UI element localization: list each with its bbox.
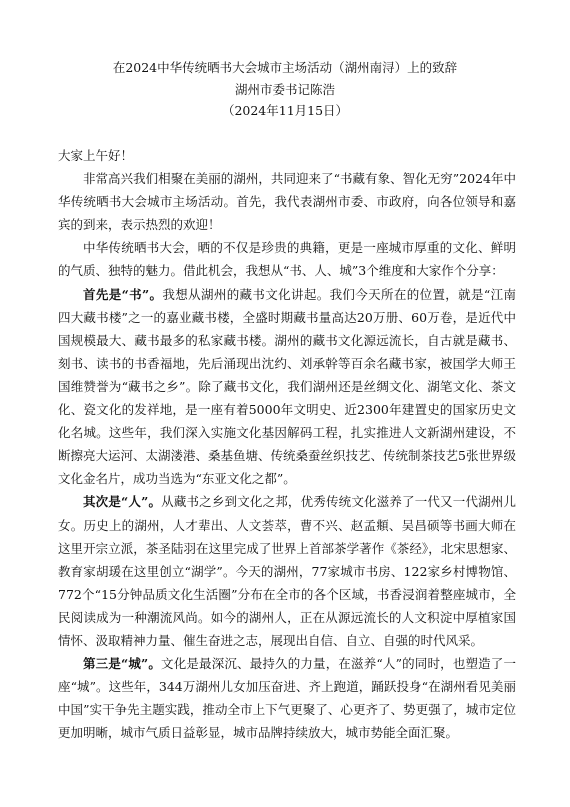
paragraph-lead: 首先是“书”。 bbox=[83, 286, 163, 302]
paragraph-books bbox=[58, 283, 516, 491]
paragraph-intro bbox=[58, 236, 516, 282]
paragraph-people bbox=[58, 490, 516, 652]
speaker-line: 湖州市委书记陈浩 bbox=[234, 82, 335, 97]
speech-title: 在2024中华传统晒书大会城市主场活动（湖州南浔）上的致辞 bbox=[112, 60, 458, 75]
paragraph-welcome bbox=[58, 167, 516, 236]
speech-date: （2024年11月15日） bbox=[221, 103, 349, 118]
paragraph-text: 中华传统晒书大会，晒的不仅是珍贵的典籍，更是一座城市厚重的文化、鲜明的气质、独特的魅力。借此机会，我想从“书、人、城”3个维度和大家作个分享： bbox=[58, 240, 516, 279]
paragraph-lead: 其次是“人”。 bbox=[83, 494, 162, 510]
paragraph-city bbox=[58, 652, 516, 744]
paragraph-text: 我想从湖州的藏书文化讲起。我们今天所在的位置，就是“江南四大藏书楼”之一的嘉业藏书楼，全盛时期藏书量高达20万册、60万卷，是近代中国规模最大、藏书最多的私家藏书楼。湖州的藏书文化源远流长，自古就是藏书、刻书、读书的书香福地，先后涌现出沈约、刘承幹等百余名藏书家，被国学大师王国维赞誉为“藏书之乡”。除了藏书文化，我们湖州还是丝绸文化、湖笔文化、茶文化、瓷文化的发祥地，是一座有着5000年文明史、近2300年建置史的国家历史文化名城。这些年，我们深入实施文化基因解码工程，扎实推进人文新湖州建设，不断擦亮大运河、太湖溇港、桑基鱼塘、传统桑蚕丝织技艺、传统制茶技艺5张世界级文化金名片，成功当选为“东亚文化之都”。 bbox=[58, 286, 516, 487]
paragraph-text: 从藏书之乡到文化之邦，优秀传统文化滋养了一代又一代湖州儿女。历史上的湖州，人才辈出、人文荟萃，曹不兴、赵孟頫、吴昌硕等书画大师在这里开宗立派，茶圣陆羽在这里完成了世界上首部茶学著作《茶经》，北宋思想家、教育家胡瑗在这里创立“湖学”。今天的湖州，77家城市书房、122家乡村博物馆、772个“15分钟品质文化生活圈”分布在全市的各个区域，书香浸润着整座城市，全民阅读成为一种潮流风尚。如今的湖州人，正在从源远流长的人文积淀中厚植家国情怀、汲取精神力量、催生奋进之志，展现出自信、自立、自强的时代风采。 bbox=[58, 494, 516, 648]
paragraph-text: 文化是最深沉、最持久的力量，在滋养“人”的同时，也塑造了一座“城”。这些年，344万湖州儿女加压奋进、齐上跑道，踊跃投身“在湖州看见美丽中国”实干争先主题实践，推动全市上下气更聚了、心更齐了、势更强了，城市定位更加明晰，城市气质日益彰显，城市品牌持续放大，城市势能全面汇聚。 bbox=[58, 656, 516, 741]
greeting: 大家上午好！ bbox=[58, 148, 134, 163]
paragraph-lead: 第三是“城”。 bbox=[83, 656, 162, 672]
paragraph-text: 非常高兴我们相聚在美丽的湖州，共同迎来了“书藏有象、智化无穷”2024年中华传统晒书大会城市主场活动。首先，我代表湖州市委、市政府，向各位领导和嘉宾的到来，表示热烈的欢迎！ bbox=[58, 171, 516, 233]
speech-body bbox=[58, 144, 516, 744]
